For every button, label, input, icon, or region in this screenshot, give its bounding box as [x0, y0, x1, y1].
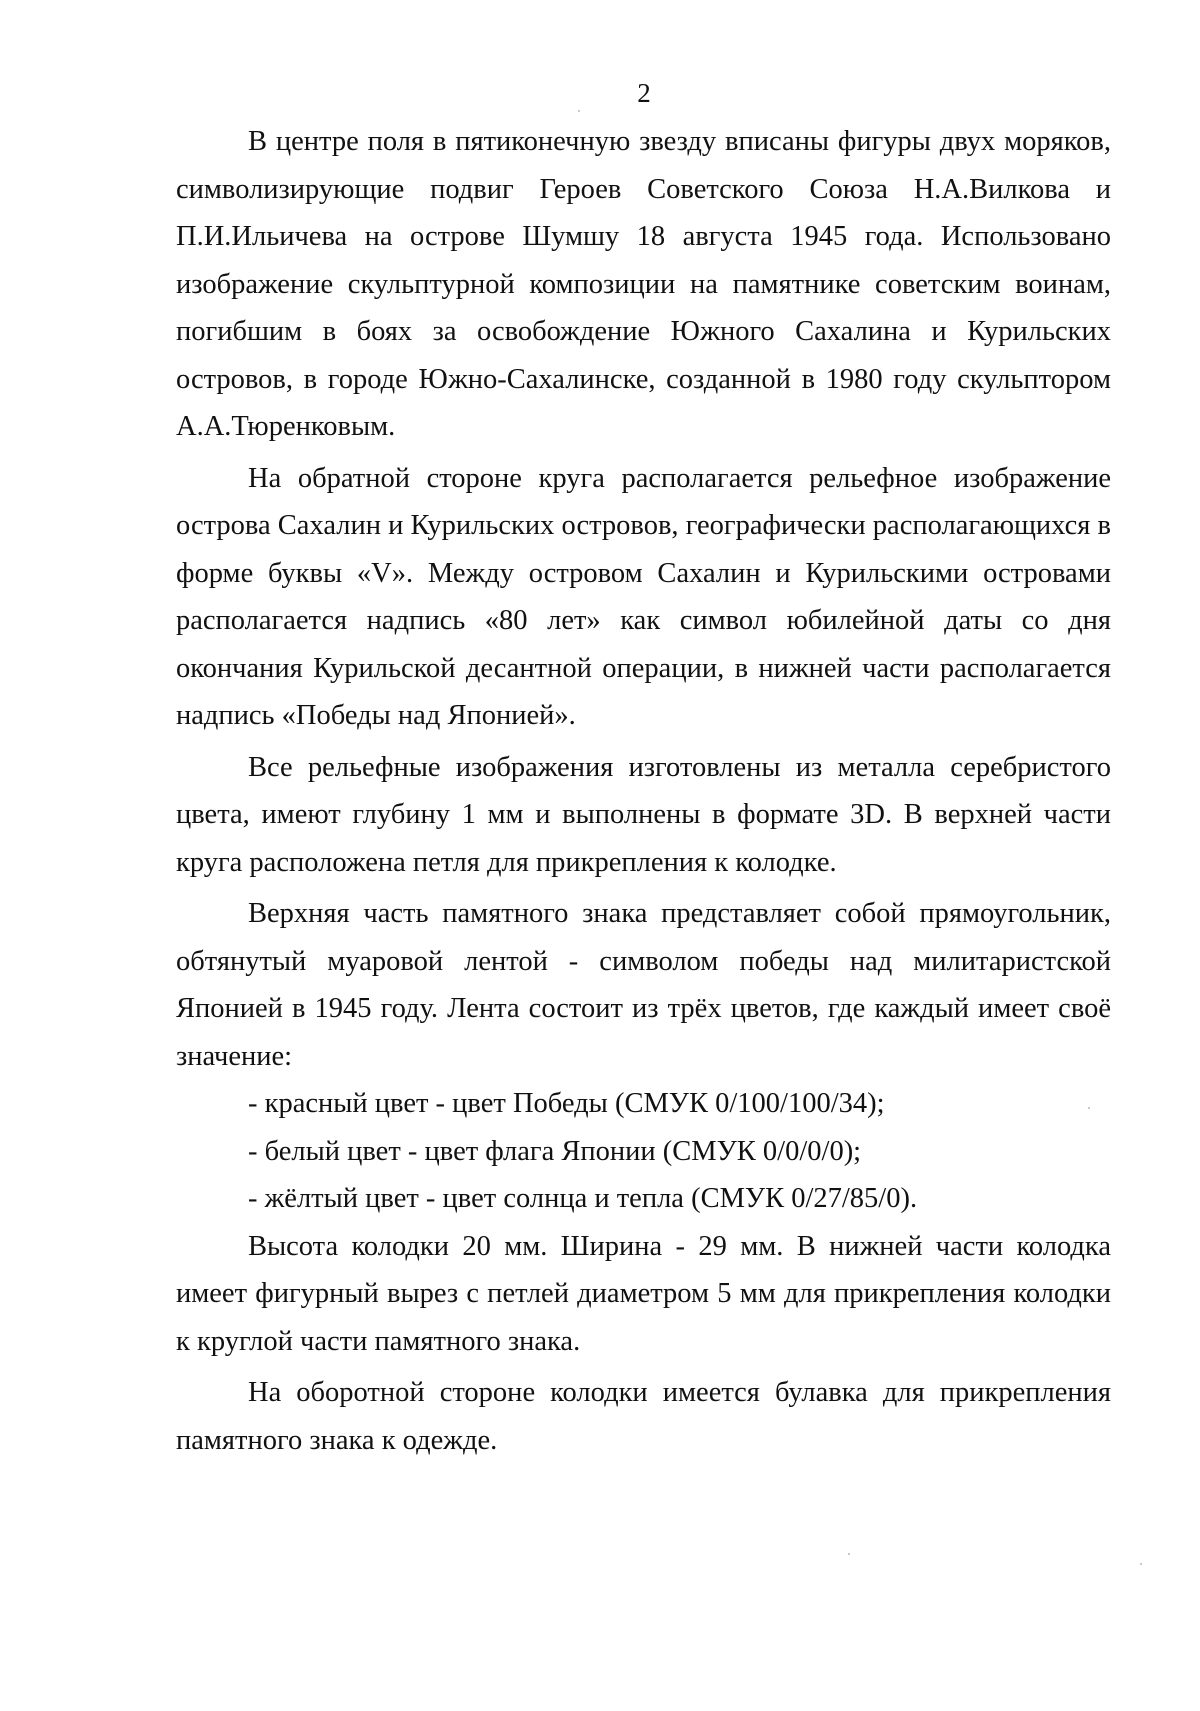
list-item-yellow: - жёлтый цвет - цвет солнца и тепла (СМУК 0/27/85/0). [248, 1183, 918, 1214]
scan-speck [848, 1553, 850, 1555]
scan-speck [1140, 1563, 1142, 1565]
paragraph-reverse-side: На обратной стороне круга располагается рельефное изображение острова Сахалин и Курильских островов, географически располагающихся в форме буквы «V». Между островом Сахалин и Курильскими островами располагается надпись «80 лет» как символ юбилейной даты со дня окончания Курильской десантной операции, в нижней части располагается надпись «Победы над Японией». [176, 462, 1111, 731]
scan-speck [1088, 1107, 1090, 1109]
document-body [176, 118, 1111, 1464]
paragraph-emblem-center: В центре поля в пятиконечную звезду вписаны фигуры двух моряков, символизирующие подвиг Героев Советского Союза Н.А.Вилкова и П.И.Ильичева на острове Шумшу 18 августа 1945 года. Использовано изображение скульптурной композиции на памятнике советским воинам, погибшим в боях за освобождение Южного Сахалина и Курильских островов, в городе Южно-Сахалинске, созданной в 1980 году скульптором А.А.Тюренковым. [176, 126, 1111, 442]
scan-speck [578, 110, 580, 112]
paragraph-relief-material: Все рельефные изображения изготовлены из металла серебристого цвета, имеют глубину 1 мм и выполнены в формате 3D. В верхней части круга расположена петля для прикрепления к колодке. [176, 751, 1111, 878]
paragraph-pin: На оборотной стороне колодки имеется булавка для прикрепления памятного знака к одежде. [176, 1377, 1111, 1456]
ribbon-color-list [176, 1080, 1111, 1223]
list-item-white: - белый цвет - цвет флага Японии (СМУК 0/0/0/0); [248, 1135, 862, 1167]
paragraph-ribbon: Верхняя часть памятного знака представляет собой прямоугольник, обтянутый муаровой лентой - символом победы над милитаристской Японией в 1945 году. Лента состоит из трёх цветов, где каждый имеет своё значение: [176, 898, 1111, 1072]
page-number: 2 [637, 78, 651, 108]
paragraph-block-dimensions: Высота колодки 20 мм. Ширина - 29 мм. В нижней части колодка имеет фигурный вырез с петлей диаметром 5 мм для прикрепления колодки к круглой части памятного знака. [176, 1230, 1111, 1357]
list-item-red: - красный цвет - цвет Победы (СМУК 0/100/100/34); [248, 1088, 885, 1119]
